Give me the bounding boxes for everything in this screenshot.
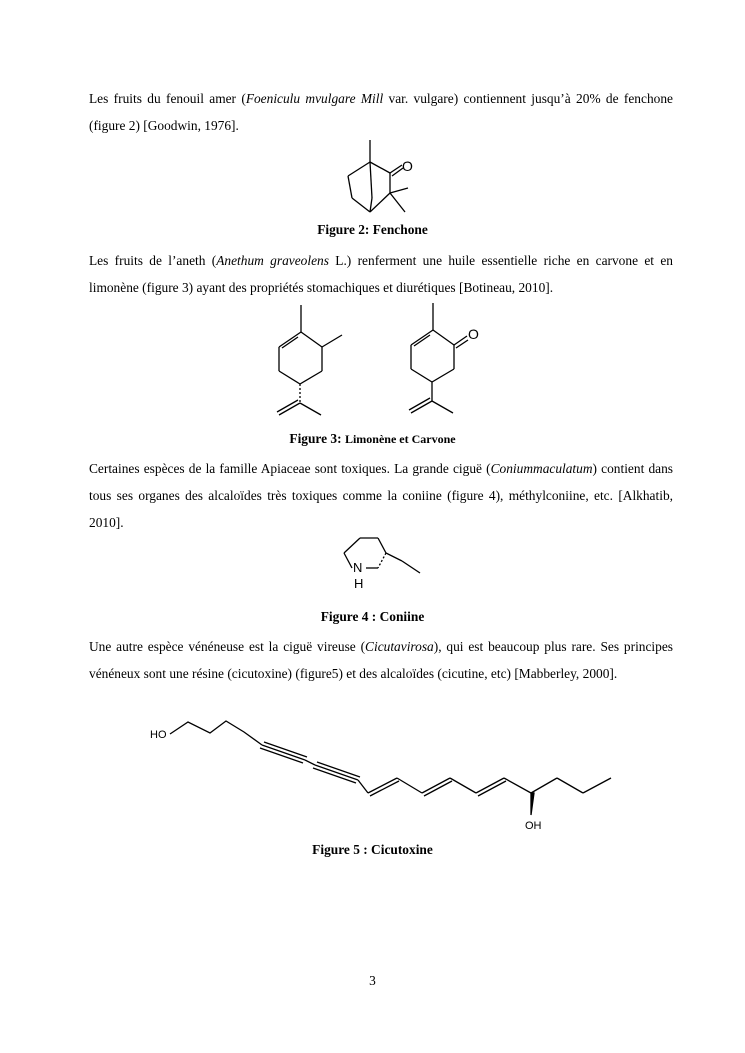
paragraph-dill: Les fruits de l’aneth (Anethum graveolens L.) renferment une huile essentielle riche en carvone et en limonène (figure 3) ayant des propriétés stomachiques et diurétiques [Botineau, 2010]. bbox=[89, 253, 674, 295]
figure-4-caption: Figure 4 : Coniine bbox=[320, 609, 425, 624]
hydroxyl-label: OH bbox=[525, 820, 542, 832]
limonene-structure bbox=[275, 305, 350, 420]
carvone-structure bbox=[405, 303, 490, 420]
species-name: Foeniculu mvulgare Mill bbox=[245, 91, 384, 106]
figure-5-caption: Figure 5 : Cicutoxine bbox=[312, 842, 433, 857]
hydroxyl-label: HO bbox=[150, 729, 167, 741]
cicutoxine-structure bbox=[150, 715, 620, 835]
coniine-structure bbox=[340, 538, 425, 600]
nitrogen-label: N bbox=[353, 560, 363, 575]
species-name: Anethum graveolens bbox=[216, 253, 329, 268]
species-name: Coniummaculatum bbox=[490, 461, 593, 476]
oxygen-label: O bbox=[468, 326, 479, 342]
page-number: 3 bbox=[369, 973, 376, 988]
fenchone-structure bbox=[340, 140, 420, 220]
figure-3-caption: Figure 3: Limonène et Carvone bbox=[289, 431, 456, 446]
paragraph-fennel: Les fruits du fenouil amer (Foeniculu mvulgare Mill var. vulgare) contiennent jusqu’à 20% de fenchone (figure 2) [Goodwin, 1976]. bbox=[89, 91, 673, 133]
paragraph-water-hemlock: Une autre espèce vénéneuse est la ciguë vireuse (Cicutavirosa), qui est beaucoup plus rare. Ses principes vénéneux sont une résine (cicutoxine) (figure5) et des alcaloïdes (cicutine, etc) [Mabberley, 2000]. bbox=[89, 639, 673, 681]
figure-2-caption: Figure 2: Fenchone bbox=[317, 222, 428, 237]
paragraph-hemlock: Certaines espèces de la famille Apiaceae sont toxiques. La grande ciguë (Coniummaculatum) contient dans tous ses organes des alcaloïdes très toxiques comme la coniine (figure 4), méthylconiine, etc. [Alkhatib, 2010]. bbox=[89, 461, 673, 530]
species-name: Cicutavirosa bbox=[365, 639, 434, 654]
hydrogen-label: H bbox=[354, 576, 364, 591]
oxygen-label: O bbox=[402, 158, 413, 174]
